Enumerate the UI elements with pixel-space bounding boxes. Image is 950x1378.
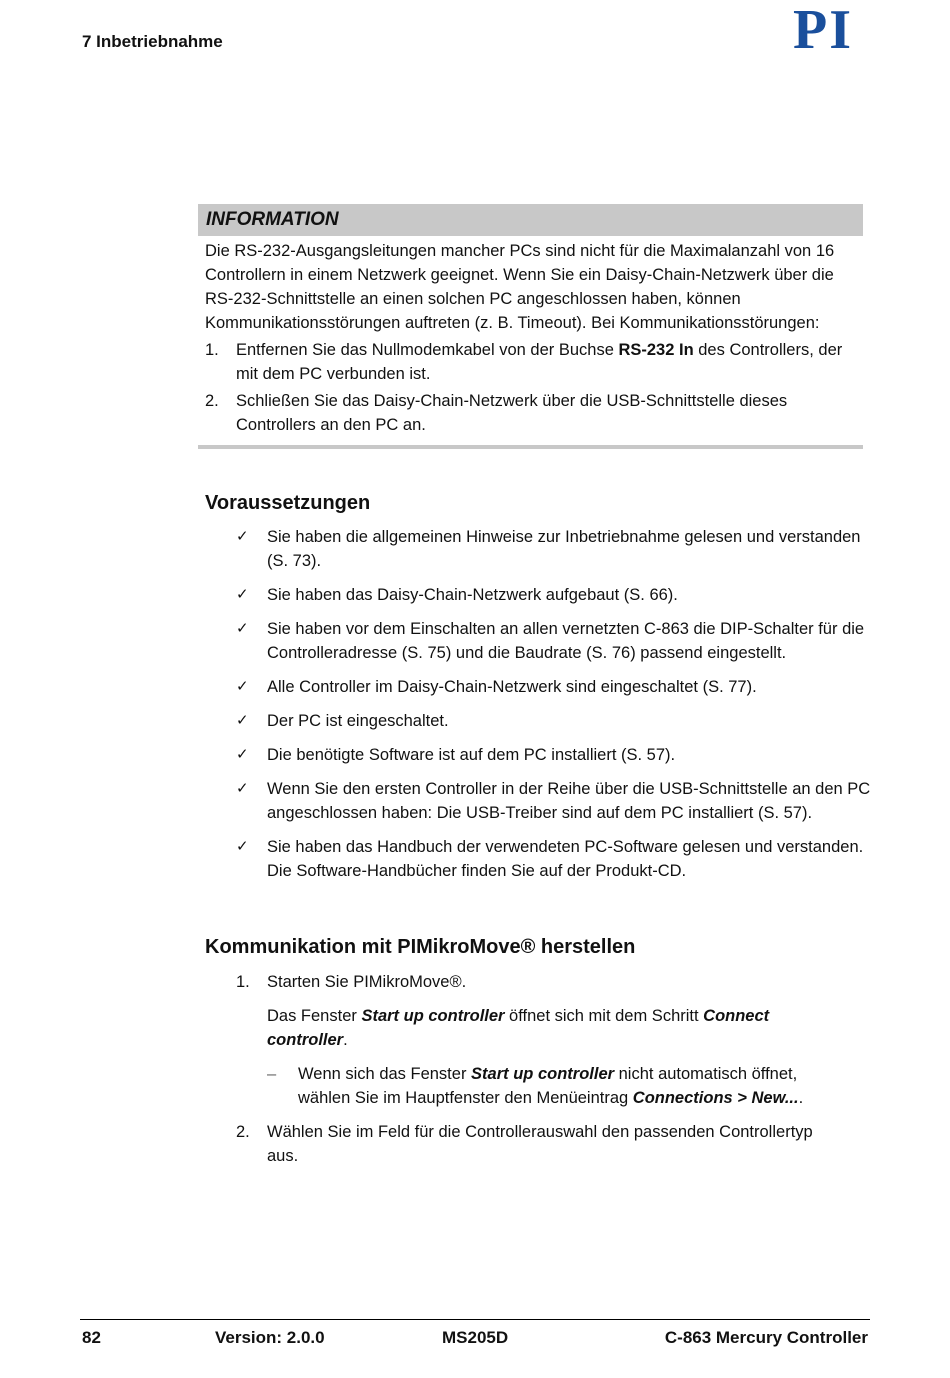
information-body: [198, 236, 863, 437]
requirement-text: Sie haben vor dem Einschalten an allen vernetzten C-863 die DIP-Schalter für die Controlleradresse (S. 75) und die Baudrate (S. 76) passend eingestellt.: [267, 620, 865, 662]
requirement-item: [236, 617, 876, 665]
pi-logo: [776, 4, 870, 52]
step-text: Entfernen Sie das Nullmodemkabel von der Buchse RS-232 In des Controllers, der mit dem PC verbunden ist.: [236, 341, 843, 383]
step-text: Starten Sie PIMikroMove®.: [267, 973, 467, 991]
information-box: [198, 204, 863, 449]
sub-step: [267, 1062, 846, 1110]
requirement-item: [236, 777, 876, 825]
requirement-item: [236, 525, 876, 573]
information-step: [205, 338, 863, 386]
footer-page-number: 82: [82, 1328, 101, 1347]
footer-product: C-863 Mercury Controller: [664, 1328, 868, 1347]
procedure-step: [236, 1120, 846, 1168]
checkmark-icon: ✓: [236, 712, 249, 729]
step-number: 1.: [205, 341, 219, 359]
checkmark-icon: ✓: [236, 620, 249, 637]
footer-rule: [80, 1319, 870, 1320]
information-intro: Die RS-232-Ausgangsleitungen mancher PCs sind nicht für die Maximalanzahl von 16 Controllern in einem Netzwerk geeignet. Wenn Sie ein Daisy-Chain-Netzwerk über die RS-232-Schnittstelle an einen solchen PC angeschlossen haben, können Kommunikationsstörungen auftreten (z. B. Timeout). Bei Kommunikationsstörungen:: [205, 242, 835, 332]
port-name: RS-232 In: [618, 341, 694, 359]
checkmark-icon: ✓: [236, 528, 249, 545]
requirement-item: [236, 835, 876, 883]
footer-document-id: MS205D: [442, 1328, 509, 1347]
pi-logo-text: PI: [793, 4, 853, 52]
procedure-step: [236, 970, 846, 1110]
information-bottom-rule: [198, 445, 863, 449]
requirement-text: Sie haben das Daisy-Chain-Netzwerk aufgebaut (S. 66).: [267, 586, 678, 604]
step-number: 1.: [236, 973, 250, 991]
checkmark-icon: ✓: [236, 746, 249, 763]
checkmark-icon: ✓: [236, 586, 249, 603]
step-number: 2.: [205, 392, 219, 410]
requirement-item: [236, 675, 876, 699]
requirements-heading: Voraussetzungen: [205, 492, 371, 514]
footer-version: Version: 2.0.0: [215, 1328, 325, 1347]
information-step: [205, 389, 863, 437]
requirement-text: Sie haben das Handbuch der verwendeten PC-Software gelesen und verstanden. Die Software-Handbücher finden Sie auf der Produkt-CD.: [267, 838, 864, 880]
requirement-text: Wenn Sie den ersten Controller in der Reihe über die USB-Schnittstelle an den PC angeschlossen haben: Die USB-Treiber sind auf dem PC installiert (S. 57).: [267, 780, 871, 822]
requirement-text: Der PC ist eingeschaltet.: [267, 712, 449, 730]
requirement-text: Die benötigte Software ist auf dem PC installiert (S. 57).: [267, 746, 676, 764]
requirement-item: [236, 743, 876, 767]
requirement-item: [236, 583, 876, 607]
sub-step-text: Wenn sich das Fenster Start up controller nicht automatisch öffnet, wählen Sie im Hauptfenster den Menüeintrag Connections > New....: [298, 1065, 804, 1107]
requirement-item: [236, 709, 876, 733]
requirement-text: Sie haben die allgemeinen Hinweise zur Inbetriebnahme gelesen und verstanden (S. 73).: [267, 528, 861, 570]
information-title: INFORMATION: [198, 204, 863, 236]
communication-heading: Kommunikation mit PIMikroMove® herstellen: [205, 936, 636, 958]
step-detail: Das Fenster Start up controller öffnet sich mit dem Schritt Connect controller.: [267, 1007, 770, 1049]
dash-bullet: –: [267, 1065, 277, 1083]
checkmark-icon: ✓: [236, 678, 249, 695]
step-text: Wählen Sie im Feld für die Controllerauswahl den passenden Controllertyp aus.: [267, 1123, 813, 1165]
step-text: Schließen Sie das Daisy-Chain-Netzwerk über die USB-Schnittstelle dieses Controllers an den PC an.: [236, 392, 788, 434]
requirements-list: [236, 525, 876, 893]
step-number: 2.: [236, 1123, 250, 1141]
communication-steps: [236, 970, 846, 1178]
checkmark-icon: ✓: [236, 780, 249, 797]
chapter-title: 7 Inbetriebnahme: [82, 32, 223, 51]
requirement-text: Alle Controller im Daisy-Chain-Netzwerk sind eingeschaltet (S. 77).: [267, 678, 757, 696]
checkmark-icon: ✓: [236, 838, 249, 855]
